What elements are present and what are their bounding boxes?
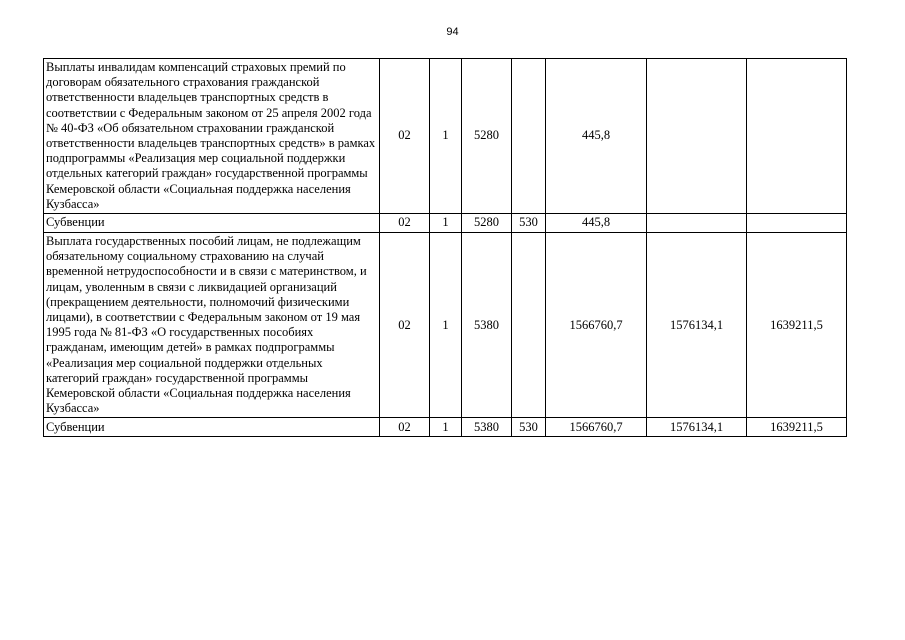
subprogram-code-cell: 1	[430, 59, 462, 214]
year1-amount-cell: 1566760,7	[546, 418, 647, 437]
table-row	[44, 233, 847, 418]
expense-type-cell: 530	[512, 418, 546, 437]
year1-amount-cell: 1566760,7	[546, 233, 647, 418]
budget-table	[43, 58, 847, 437]
year3-amount-cell	[747, 59, 847, 214]
row-name-cell: Выплаты инвалидам компенсаций страховых премий по договорам обязательного страхования гражданской ответственности владельцев транспортных средств в соответствии с Федеральным законом от 25 апреля 2002 года № 40-ФЗ «Об обязательном страховании гражданской ответственности владельцев транспортных средств» в рамках подпрограммы «Реализация мер социальной поддержки отдельных категорий граждан» государственной программы Кемеровской области «Социальная поддержка населения Кузбасса»	[44, 59, 380, 214]
table-row	[44, 418, 847, 437]
year2-amount-cell	[647, 59, 747, 214]
expense-type-cell	[512, 59, 546, 214]
year3-amount-cell: 1639211,5	[747, 233, 847, 418]
row-name-cell: Субвенции	[44, 214, 380, 233]
section-code-cell: 02	[380, 418, 430, 437]
table-row	[44, 214, 847, 233]
year1-amount-cell: 445,8	[546, 59, 647, 214]
row-name-cell: Выплата государственных пособий лицам, не подлежащим обязательному социальному страхованию на случай временной нетрудоспособности и в связи с материнством, и лицам, уволенным в связи с ликвидацией организаций (прекращением деятельности, полномочий физическими лицами), в соответствии с Федеральным законом от 19 мая 1995 года № 81-ФЗ «О государственных пособиях гражданам, имеющим детей» в рамках подпрограммы «Реализация мер социальной поддержки отдельных категорий граждан» государственной программы Кемеровской области «Социальная поддержка населения Кузбасса»	[44, 233, 380, 418]
year3-amount-cell	[747, 214, 847, 233]
subprogram-code-cell: 1	[430, 233, 462, 418]
section-code-cell: 02	[380, 233, 430, 418]
section-code-cell: 02	[380, 214, 430, 233]
expense-type-cell: 530	[512, 214, 546, 233]
page-number: 94	[446, 26, 459, 38]
target-code-cell: 5280	[462, 214, 512, 233]
year2-amount-cell: 1576134,1	[647, 418, 747, 437]
year2-amount-cell	[647, 214, 747, 233]
table-row	[44, 59, 847, 214]
section-code-cell: 02	[380, 59, 430, 214]
expense-type-cell	[512, 233, 546, 418]
subprogram-code-cell: 1	[430, 418, 462, 437]
target-code-cell: 5380	[462, 233, 512, 418]
subprogram-code-cell: 1	[430, 214, 462, 233]
year3-amount-cell: 1639211,5	[747, 418, 847, 437]
year1-amount-cell: 445,8	[546, 214, 647, 233]
row-name-cell: Субвенции	[44, 418, 380, 437]
year2-amount-cell: 1576134,1	[647, 233, 747, 418]
target-code-cell: 5280	[462, 59, 512, 214]
target-code-cell: 5380	[462, 418, 512, 437]
